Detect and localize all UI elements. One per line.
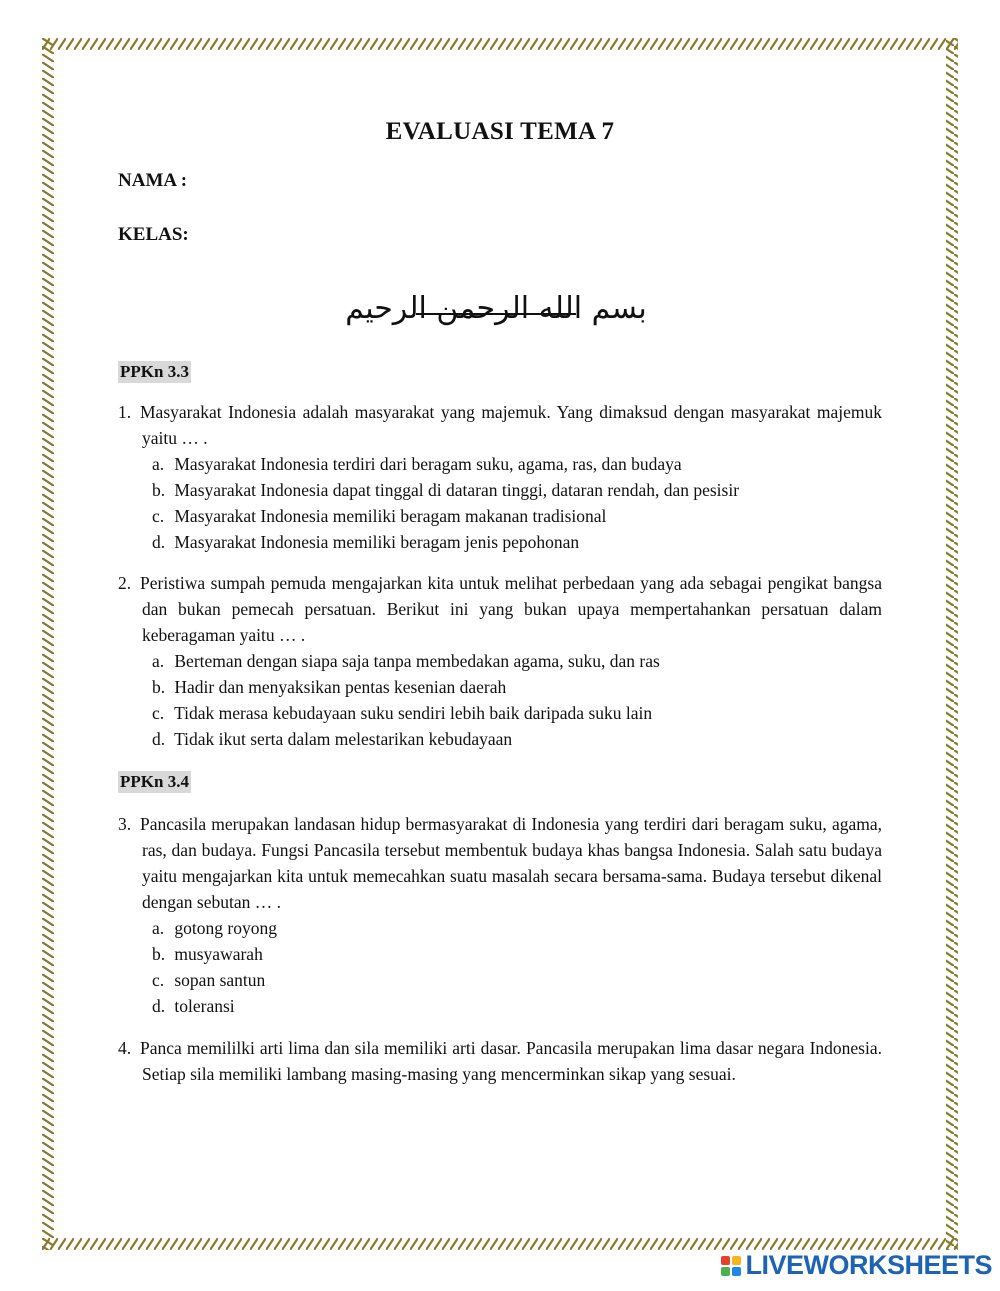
question-number: 3.	[118, 814, 132, 834]
liveworksheets-logo-icon	[721, 1256, 741, 1276]
option-letter: a.	[152, 454, 165, 474]
question-text	[118, 1035, 882, 1087]
option-letter: d.	[152, 532, 166, 552]
option-text: Masyarakat Indonesia terdiri dari beragam suku, agama, ras, dan budaya	[174, 454, 682, 474]
bismillah-calligraphy	[346, 274, 646, 342]
question-body: Masyarakat Indonesia adalah masyarakat yang majemuk. Yang dimaksud dengan masyarakat majemuk yaitu … .	[140, 402, 882, 448]
question-3	[118, 811, 882, 1019]
option-text: Masyarakat Indonesia dapat tinggal di dataran tinggi, dataran rendah, dan pesisir	[174, 480, 740, 500]
class-field-label: KELAS:	[118, 224, 189, 245]
option-b[interactable]	[118, 477, 882, 503]
option-a[interactable]	[118, 648, 882, 674]
option-c[interactable]	[118, 503, 882, 529]
option-letter: a.	[152, 651, 165, 671]
question-text	[118, 811, 882, 915]
option-b[interactable]	[118, 941, 882, 967]
question-1	[118, 399, 882, 555]
section-tag-ppkn-3-3: PPKn 3.3	[120, 362, 189, 381]
question-4	[118, 1035, 882, 1087]
option-c[interactable]	[118, 700, 882, 726]
option-a[interactable]	[118, 915, 882, 941]
question-body: Peristiwa sumpah pemuda mengajarkan kita untuk melihat perbedaan yang ada sebagai pengikat bangsa dan bukan pemecah persatuan. Berikut ini yang bukan upaya mempertahankan persatuan dalam keberagaman yaitu … .	[140, 573, 882, 645]
option-text: Masyarakat Indonesia memiliki beragam makanan tradisional	[174, 506, 607, 526]
option-text: sopan santun	[174, 970, 266, 990]
page-title: EVALUASI TEMA 7	[385, 118, 615, 145]
option-letter: c.	[152, 703, 165, 723]
question-2	[118, 570, 882, 752]
option-text: musyawarah	[174, 944, 263, 964]
option-d[interactable]	[118, 529, 882, 555]
question-text	[118, 570, 882, 648]
bismillah-text: بسم الله الرحمن الرحيم	[346, 291, 646, 326]
option-a[interactable]	[118, 451, 882, 477]
option-text: Tidak ikut serta dalam melestarikan kebudayaan	[174, 729, 513, 749]
option-text: Hadir dan menyaksikan pentas kesenian daerah	[174, 677, 507, 697]
option-b[interactable]	[118, 674, 882, 700]
question-body: Panca memililki arti lima dan sila memiliki arti dasar. Pancasila merupakan lima dasar negara Indonesia. Setiap sila memiliki lambang masing-masing yang mencerminkan sikap yang sesuai.	[140, 1038, 882, 1084]
option-text: toleransi	[174, 996, 235, 1016]
option-letter: b.	[152, 480, 166, 500]
option-letter: b.	[152, 677, 166, 697]
option-text: gotong royong	[174, 918, 277, 938]
option-letter: d.	[152, 729, 166, 749]
option-letter: d.	[152, 996, 166, 1016]
question-number: 2.	[118, 573, 132, 593]
option-text: Berteman dengan siapa saja tanpa membedakan agama, suku, dan ras	[174, 651, 660, 671]
question-text	[118, 399, 882, 451]
liveworksheets-logo	[721, 1250, 992, 1281]
option-d[interactable]	[118, 726, 882, 752]
option-letter: b.	[152, 944, 166, 964]
question-body: Pancasila merupakan landasan hidup bermasyarakat di Indonesia yang terdiri dari beragam suku, agama, ras, dan budaya. Fungsi Pancasila tersebut membentuk budaya khas bangsa Indonesia. Salah satu budaya yaitu mengajarkan kita untuk memecahkan suatu masalah secara bersama-sama. Budaya tersebut dikenal dengan sebutan … .	[140, 814, 882, 912]
option-c[interactable]	[118, 967, 882, 993]
option-d[interactable]	[118, 993, 882, 1019]
option-text: Masyarakat Indonesia memiliki beragam jenis pepohonan	[174, 532, 580, 552]
option-letter: c.	[152, 506, 165, 526]
name-field-label: NAMA :	[118, 170, 188, 191]
question-number: 1.	[118, 402, 132, 422]
option-text: Tidak merasa kebudayaan suku sendiri lebih baik daripada suku lain	[174, 703, 653, 723]
liveworksheets-logo-text: LIVEWORKSHEETS	[745, 1250, 992, 1280]
section-tag-ppkn-3-4: PPKn 3.4	[120, 772, 189, 791]
question-number: 4.	[118, 1038, 132, 1058]
option-letter: c.	[152, 970, 165, 990]
option-letter: a.	[152, 918, 165, 938]
